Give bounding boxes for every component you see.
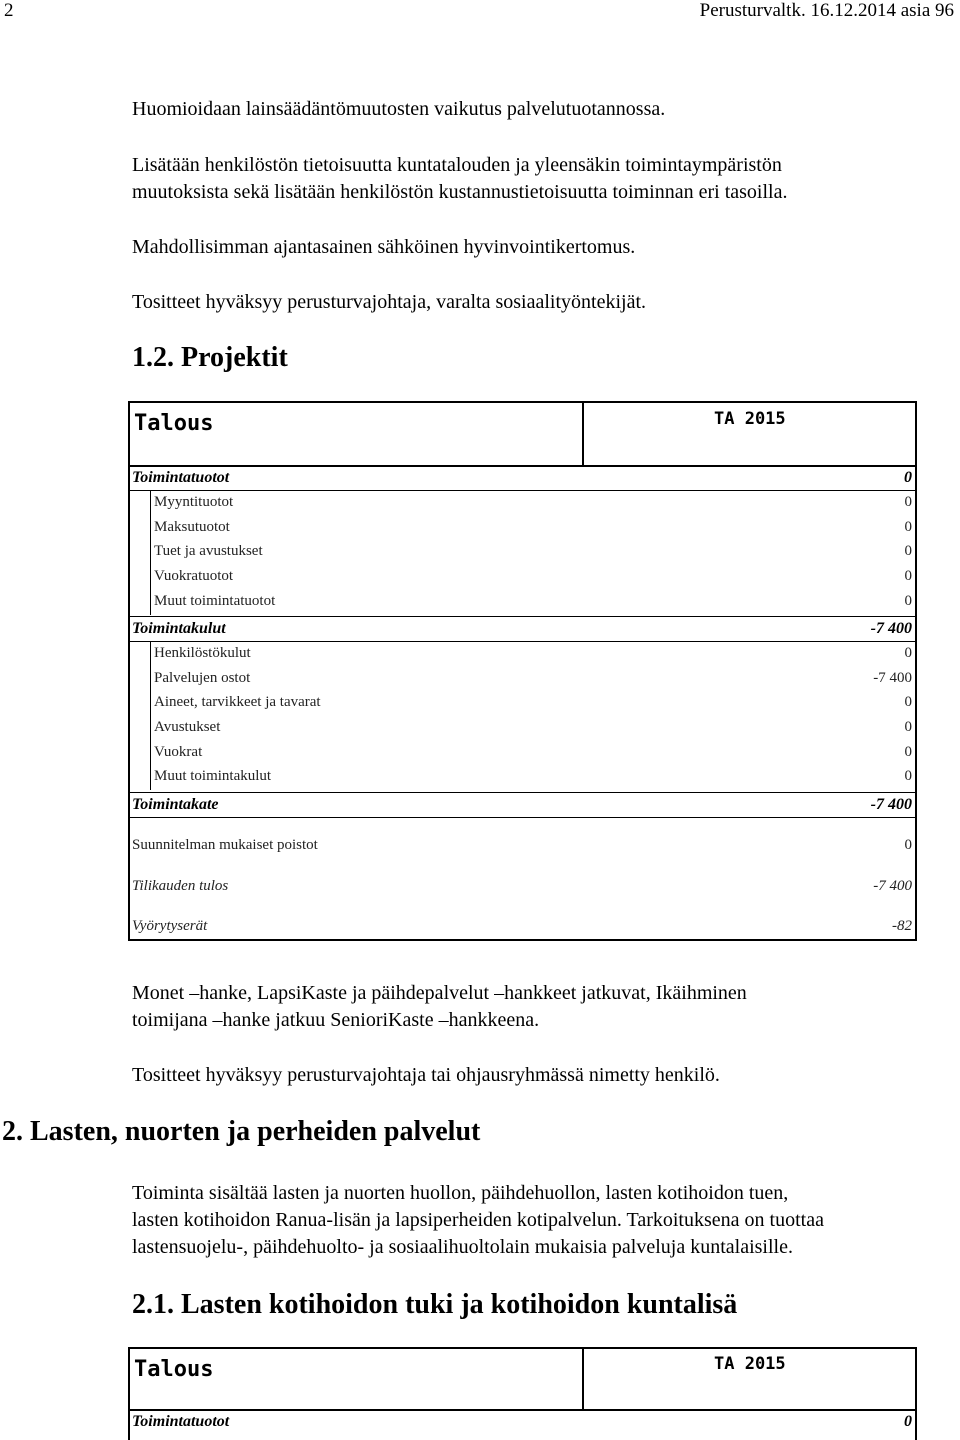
table-row-avustukset [130,716,915,740]
table-row-muut-toimintakulut [130,765,915,789]
row-value: 0 [904,469,912,486]
section-heading-lasten-palvelut: 2. Lasten, nuorten ja perheiden palvelut [2,1116,481,1147]
row-value: 0 [904,694,912,710]
row-label: Vuokratuotot [154,568,234,584]
row-value: 0 [904,519,912,535]
row-label: Vyörytyserät [132,918,208,934]
paragraph-projects-line1: Monet –hanke, LapsiKaste ja päihdepalvelut –hankkeet jatkuvat, Ikäihminen [132,982,747,1004]
table-row-myyntituotot [130,491,915,515]
row-label: Muut toimintatuotot [154,593,276,609]
table-row-vyorytyserat [130,915,915,939]
row-label: Toimintatuotot [132,1413,230,1430]
paragraph-section2-line2: lasten kotihoidon Ranua-lisän ja lapsiperheiden kotipalvelun. Tarkoituksena on tuottaa [132,1209,824,1231]
row-value: -7 400 [870,620,912,637]
row-value: 0 [904,494,912,510]
column-header-ta2015: TA 2015 [714,1354,786,1374]
row-value: 0 [904,568,912,584]
paragraph-welfare-report: Mahdollisimman ajantasainen sähköinen hyvinvointikertomus. [132,236,636,258]
table-title: Talous [134,411,214,436]
page-number: 2 [4,0,14,21]
row-label: Maksutuotot [154,519,230,535]
row-label: Muut toimintakulut [154,768,272,784]
table-row-toimintatuotot [130,1410,915,1434]
row-value: -7 400 [873,878,912,894]
row-label: Toimintakate [132,796,219,813]
paragraph-section2-line3: lastensuojelu-, päihdehuolto- ja sosiaalihuoltolain mukaisia palveluja kuntalaisille. [132,1236,793,1258]
column-header-ta2015: TA 2015 [714,409,786,429]
row-label: Toimintatuotot [132,469,230,486]
row-value: 0 [904,744,912,760]
row-value: 0 [904,593,912,609]
table-title: Talous [134,1357,214,1382]
row-value: 0 [904,768,912,784]
table-row-vuokratuotot [130,565,915,589]
row-label: Henkilöstökulut [154,645,251,661]
row-label: Vuokrat [154,744,203,760]
paragraph-personnel-line2: muutoksista sekä lisätään henkilöstön kustannustietoisuutta toiminnan eri tasoilla. [132,181,788,203]
row-value: 0 [904,837,912,853]
row-label: Palvelujen ostot [154,670,251,686]
table-row-henkilostokulut [130,642,915,666]
table-title-cell [130,403,584,465]
row-label: Aineet, tarvikkeet ja tavarat [154,694,321,710]
row-label: Tilikauden tulos [132,878,229,894]
table-row-toimintakate [130,792,915,818]
section-heading-projektit: 1.2. Projektit [132,342,288,373]
budget-table-projektit [128,401,917,941]
paragraph-section2-line1: Toiminta sisältää lasten ja nuorten huollon, päihdehuollon, lasten kotihoidon tuen, [132,1182,789,1204]
section-heading-kotihoidon-tuki: 2.1. Lasten kotihoidon tuki ja kotihoidon kuntalisä [132,1289,738,1320]
row-label: Myyntituotot [154,494,234,510]
row-value: 0 [904,719,912,735]
paragraph-legislation: Huomioidaan lainsäädäntömuutosten vaikutus palvelutuotannossa. [132,98,666,120]
budget-table-kotihoidon-tuki [128,1347,917,1440]
row-value: -7 400 [870,796,912,813]
table-row-vuokrat [130,741,915,765]
row-label: Suunnitelman mukaiset poistot [132,837,318,853]
paragraph-personnel-line1: Lisätään henkilöstön tietoisuutta kuntatalouden ja yleensäkin toimintaympäristön [132,154,782,176]
table-row-poistot [130,834,915,858]
row-value: -82 [892,918,912,934]
paragraph-approval: Tositteet hyväksyy perusturvajohtaja, varalta sosiaalityöntekijät. [132,291,647,313]
table-title-cell [130,1349,584,1409]
row-label: Toimintakulut [132,620,226,637]
row-label: Tuet ja avustukset [154,543,263,559]
table-title-row [130,403,915,467]
table-row-palvelujen-ostot [130,667,915,691]
row-value: -7 400 [873,670,912,686]
row-label: Avustukset [154,719,221,735]
table-row-tuet-ja-avustukset [130,540,915,564]
paragraph-projects-approval: Tositteet hyväksyy perusturvajohtaja tai ohjausryhmässä nimetty henkilö. [132,1064,720,1086]
row-value: 0 [904,1413,912,1430]
running-title: Perusturvaltk. 16.12.2014 asia 96 [699,0,954,21]
table-row-aineet-tarvikkeet [130,691,915,715]
row-value: 0 [904,543,912,559]
table-row-muut-toimintatuotot [130,590,915,614]
table-row-maksutuotot [130,516,915,540]
table-row-toimintakulut [130,616,915,642]
table-row-toimintatuotot [130,466,915,491]
table-row-tilikauden-tulos [130,875,915,899]
row-value: 0 [904,645,912,661]
paragraph-projects-line2: toimijana –hanke jatkuu SenioriKaste –hankkeena. [132,1009,540,1031]
table-title-row [130,1349,915,1411]
